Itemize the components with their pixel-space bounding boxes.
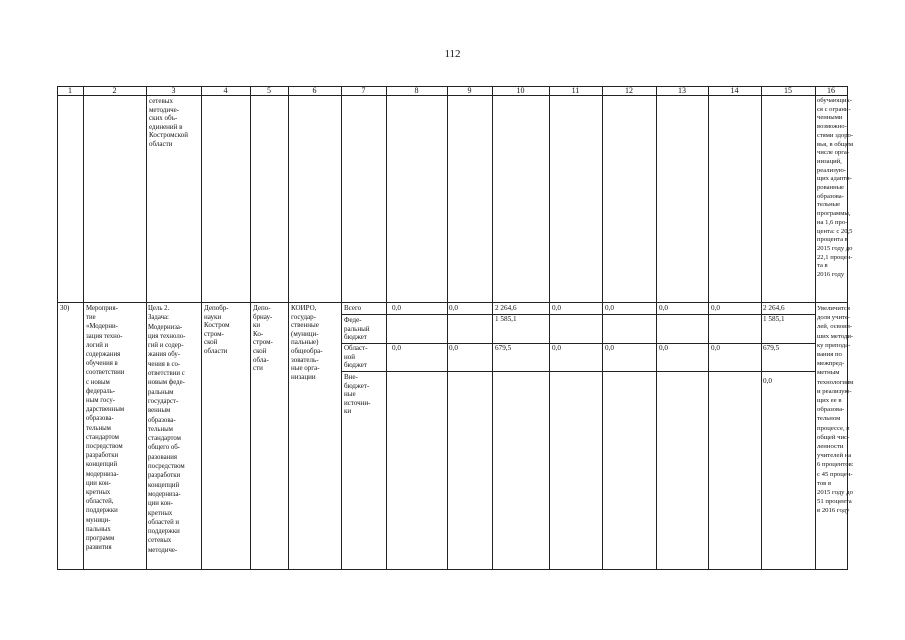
- col-header-15: 15: [784, 86, 792, 95]
- regional-col15: 679,5: [763, 344, 780, 352]
- federal-col15: 1 585,1: [763, 315, 785, 323]
- col-header-10: 10: [516, 86, 525, 95]
- total-col11: 0,0: [552, 304, 561, 312]
- total-col8: 0,0: [392, 304, 401, 312]
- total-col15: 2 264,6: [763, 304, 785, 312]
- source-regional: Област- ной бюджет: [344, 344, 368, 370]
- responsible-executor: Депобр- науки Костром стром- ской области: [204, 304, 230, 355]
- col-header-4: 4: [223, 86, 228, 95]
- participants: КОИРО, государ- ственные (муници- пальные) общеобра- зователь- ные орга- низации: [291, 304, 323, 381]
- regional-col14: 0,0: [711, 344, 720, 352]
- col-header-12: 12: [625, 86, 633, 95]
- federal-col10: 1 585,1: [495, 315, 517, 323]
- col-header-8: 8: [414, 86, 419, 95]
- col-header-2: 2: [112, 86, 117, 95]
- top-col3-text: сетевых методиче- ских объ- единений в Костромской области: [149, 97, 188, 148]
- page-number: 112: [444, 48, 461, 60]
- col-header-9: 9: [467, 86, 472, 95]
- col-header-16: 16: [827, 86, 835, 95]
- total-col14: 0,0: [711, 304, 720, 312]
- top-col16-text: обучающих- ся с ограни- ченными возможно- стями здоро- вья, в общем числе орга- низаций, реализую- щих адапти- рованные образова- тельные программы, на 1,6 про- цента: с 20,5 процента в 2015 году до 22,1 процен- та в 2016 году: [817, 97, 854, 279]
- regional-col13: 0,0: [659, 344, 668, 352]
- regional-col10: 679,5: [495, 344, 512, 352]
- source-total: Всего: [344, 304, 362, 312]
- col-header-1: 1: [68, 86, 72, 95]
- col-header-7: 7: [361, 86, 366, 95]
- col-header-3: 3: [171, 86, 176, 95]
- total-col13: 0,0: [659, 304, 668, 312]
- source-extrabudget: Вне- бюджет- ные источни- ки: [344, 373, 371, 416]
- coexecutor: Депо- брнау- ки Ко- стром- ской обла- сти: [253, 304, 273, 373]
- total-col10: 2 264,6: [495, 304, 517, 312]
- source-federal: Феде- ральный бюджет: [344, 316, 370, 342]
- regional-col8: 0,0: [392, 344, 401, 352]
- budget-table: [57, 86, 854, 570]
- goal-text: Цель 2. Задача: Модерниза- ция техноло- гий и содер- жания обу- чения в со- ответствии с новым феде- ральным государст- венным образова- тельным стандартом общего об- разования посредством разработки концепций модерниза- ции кон- кретных областей и поддержки сетевых методиче-: [148, 305, 186, 554]
- extrabudget-col15: 0,0: [763, 377, 772, 385]
- col-header-6: 6: [312, 86, 317, 95]
- regional-col9: 0,0: [449, 344, 458, 352]
- col-header-5: 5: [267, 86, 271, 95]
- total-col9: 0,0: [449, 304, 458, 312]
- regional-col11: 0,0: [552, 344, 561, 352]
- row-number: 30): [60, 304, 70, 312]
- col-header-11: 11: [571, 86, 580, 95]
- result-text: Увеличится доля учите- лей, освоив- ших методи- ку препода- вания по межпред- метным технологиям и реализую- щих ее в образова- тельном процессе, в общей чис- ленности учителей на 6 процентов: с 45 процен- тов в 2015 году до 51 процента в 2016 году: [817, 305, 854, 515]
- regional-col12: 0,0: [605, 344, 614, 352]
- measure-text: Мероприя- тие «Модерни- зация техно- логий и содержания обучения в соответствии с новым федераль- ным госу- дарственным образова- тельным стандартом посредством разработки концепций модерниза- ции кон- кретных областей, поддержки муници- пальных программ развития: [86, 305, 125, 552]
- col-header-14: 14: [730, 86, 739, 95]
- total-col12: 0,0: [605, 304, 614, 312]
- col-header-13: 13: [678, 86, 686, 95]
